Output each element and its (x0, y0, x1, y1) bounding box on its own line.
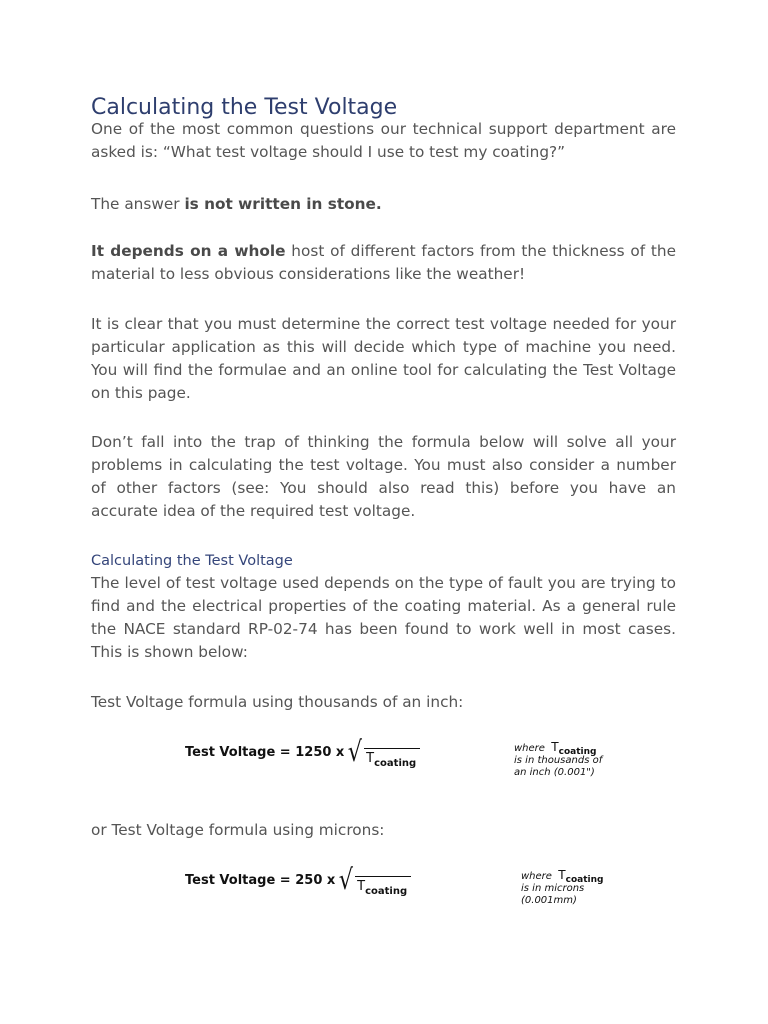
formula2-caption: or Test Voltage formula using microns: (91, 821, 385, 839)
formula2-note-where: where (521, 871, 552, 882)
level-paragraph: The level of test voltage used depends on the type of fault you are trying to find and the electrical properties of the coating material. As a general rule the NACE standard RP-02-74 has been found to work well in most cases. This is shown below: (91, 574, 676, 661)
formula2-note (521, 869, 603, 907)
answer-bold: is not written in stone. (184, 195, 382, 213)
formula1-var-sub: coating (374, 758, 417, 769)
formula2-note-line3: (0.001mm) (521, 895, 577, 906)
radical-sign: √ (348, 735, 363, 768)
formula2-lhs: Test Voltage = 250 x (185, 872, 336, 888)
formula2-radicand (355, 876, 411, 897)
section-subheading: Calculating the Test Voltage (91, 553, 293, 569)
page-title: Calculating the Test Voltage (91, 95, 398, 120)
formula1-note-var: T (551, 740, 559, 754)
formula1-note (514, 741, 602, 779)
clear-paragraph: It is clear that you must determine the correct test voltage needed for your particular application as this will decide which type of machine you need. You will find the formulae and an online tool for calculating the Test Voltage on this page. (91, 315, 676, 402)
formula1-note-line2: is in thousands of (514, 755, 603, 766)
intro-paragraph: One of the most common questions our technical support department are asked is: “What test voltage should I use to test my coating?” (91, 120, 676, 161)
formula1-note-where: where (514, 743, 545, 754)
formula1-equation (185, 735, 420, 769)
trap-paragraph: Don’t fall into the trap of thinking the formula below will solve all your problems in calculating the test voltage. You must also consider a number of other factors (see: You should also read this) before you have an accurate idea of the required test voltage. (91, 433, 676, 520)
answer-prefix: The answer (91, 195, 185, 213)
depends-paragraph (91, 240, 676, 286)
formula1-var: T (366, 751, 375, 766)
formula2-note-var-sub: coating (565, 875, 604, 885)
formula1-lhs: Test Voltage = 1250 x (185, 744, 345, 760)
formula1-note-var-sub: coating (558, 747, 597, 757)
depends-bold: It depends on a whole (91, 242, 286, 260)
sqrt-symbol (337, 863, 411, 897)
radical-sign: √ (339, 863, 354, 896)
formula1-caption: Test Voltage formula using thousands of an inch: (91, 693, 464, 711)
formula2-note-line2: is in microns (521, 883, 585, 894)
answer-paragraph (91, 193, 676, 216)
formula1-radicand (364, 748, 420, 769)
formula1-note-line3: an inch (0.001") (514, 767, 595, 778)
formula2-equation (185, 863, 411, 897)
depends-rest: host of different factors from the thickness of the material to less obvious considerations like the weather! (91, 242, 676, 283)
formula2-var-sub: coating (365, 886, 408, 897)
sqrt-symbol (346, 735, 420, 769)
formula2-var: T (357, 879, 366, 894)
formula2-note-var: T (558, 868, 566, 882)
